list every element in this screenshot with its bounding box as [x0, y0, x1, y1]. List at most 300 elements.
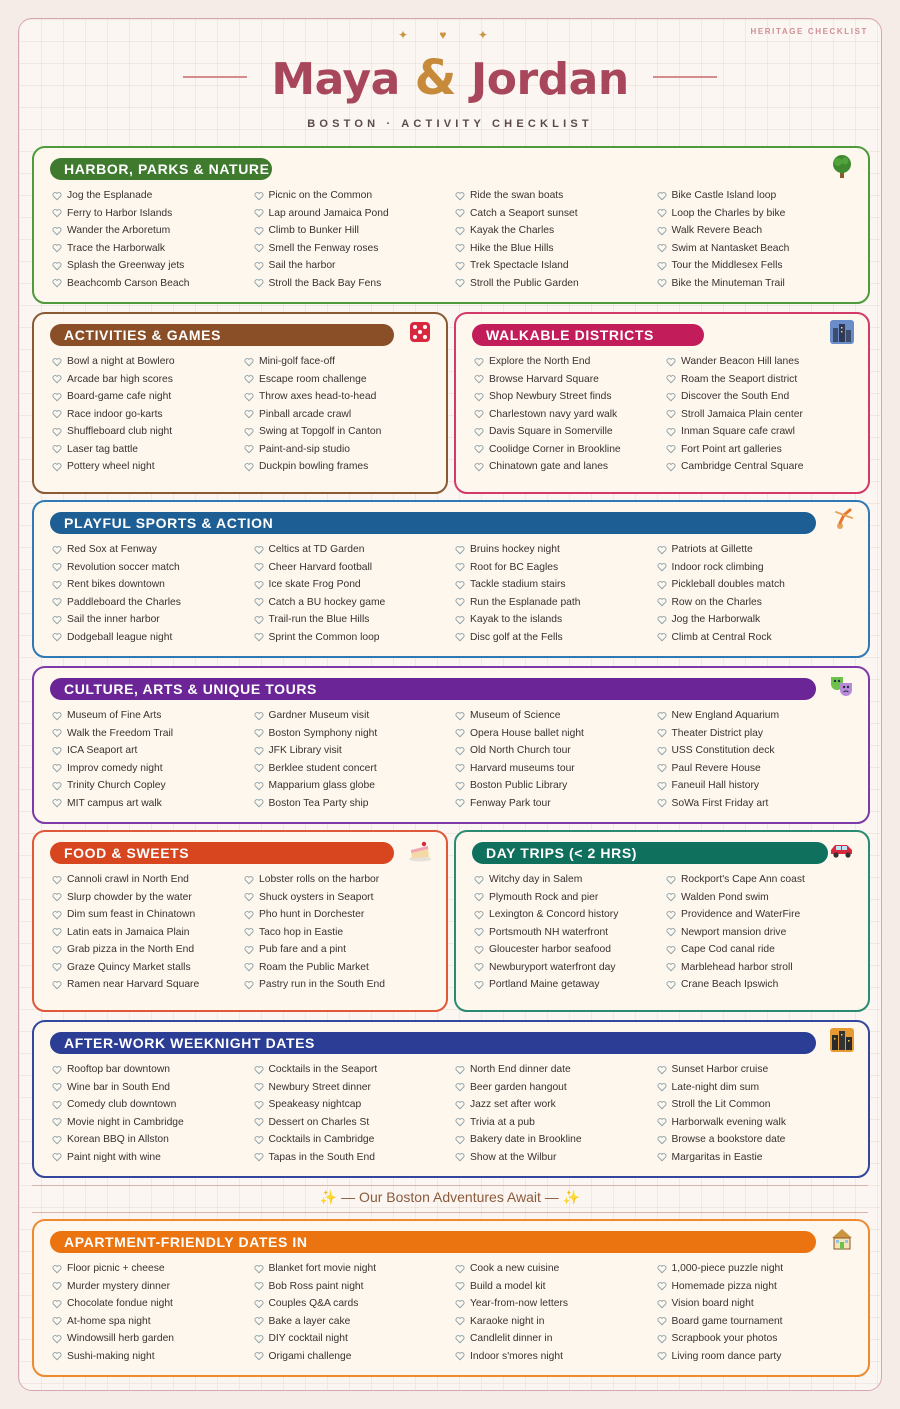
- heart-checkbox-icon[interactable]: [52, 962, 62, 972]
- checklist-item[interactable]: [52, 1330, 254, 1348]
- checklist-item[interactable]: [455, 275, 657, 293]
- heart-checkbox-icon[interactable]: [657, 278, 667, 288]
- heart-checkbox-icon[interactable]: [455, 1152, 465, 1162]
- heart-checkbox-icon[interactable]: [657, 597, 667, 607]
- heart-checkbox-icon[interactable]: [254, 763, 264, 773]
- heart-checkbox-icon[interactable]: [254, 191, 264, 201]
- checklist-item[interactable]: [657, 222, 859, 240]
- checklist-item[interactable]: [52, 1079, 254, 1097]
- heart-checkbox-icon[interactable]: [455, 763, 465, 773]
- checklist-item[interactable]: [455, 1061, 657, 1079]
- checklist-item[interactable]: [254, 795, 456, 813]
- heart-checkbox-icon[interactable]: [455, 1281, 465, 1291]
- checklist-item[interactable]: [52, 275, 254, 293]
- heart-checkbox-icon[interactable]: [657, 261, 667, 271]
- checklist-item[interactable]: [455, 1260, 657, 1278]
- heart-checkbox-icon[interactable]: [474, 892, 484, 902]
- checklist-item[interactable]: [455, 629, 657, 647]
- checklist-item[interactable]: [52, 353, 244, 371]
- heart-checkbox-icon[interactable]: [52, 374, 62, 384]
- checklist-item[interactable]: [52, 541, 254, 559]
- checklist-item[interactable]: [455, 760, 657, 778]
- checklist-item[interactable]: [244, 889, 436, 907]
- checklist-item[interactable]: [52, 388, 244, 406]
- heart-checkbox-icon[interactable]: [244, 945, 254, 955]
- checklist-item[interactable]: [52, 1096, 254, 1114]
- checklist-item[interactable]: [455, 742, 657, 760]
- heart-checkbox-icon[interactable]: [474, 409, 484, 419]
- heart-checkbox-icon[interactable]: [52, 1082, 62, 1092]
- checklist-item[interactable]: [254, 629, 456, 647]
- checklist-item[interactable]: [254, 1149, 456, 1167]
- checklist-item[interactable]: [244, 406, 436, 424]
- heart-checkbox-icon[interactable]: [657, 1117, 667, 1127]
- heart-checkbox-icon[interactable]: [52, 711, 62, 721]
- checklist-item[interactable]: [52, 1131, 254, 1149]
- heart-checkbox-icon[interactable]: [244, 427, 254, 437]
- checklist-item[interactable]: [474, 871, 666, 889]
- checklist-item[interactable]: [657, 1149, 859, 1167]
- checklist-item[interactable]: [254, 1131, 456, 1149]
- checklist-item[interactable]: [254, 594, 456, 612]
- checklist-item[interactable]: [254, 559, 456, 577]
- checklist-item[interactable]: [52, 1313, 254, 1331]
- heart-checkbox-icon[interactable]: [254, 1117, 264, 1127]
- checklist-item[interactable]: [474, 941, 666, 959]
- checklist-item[interactable]: [666, 889, 858, 907]
- checklist-item[interactable]: [666, 906, 858, 924]
- heart-checkbox-icon[interactable]: [244, 409, 254, 419]
- heart-checkbox-icon[interactable]: [254, 798, 264, 808]
- checklist-item[interactable]: [244, 458, 436, 476]
- checklist-item[interactable]: [455, 594, 657, 612]
- heart-checkbox-icon[interactable]: [657, 711, 667, 721]
- heart-checkbox-icon[interactable]: [52, 910, 62, 920]
- heart-checkbox-icon[interactable]: [52, 1351, 62, 1361]
- checklist-item[interactable]: [52, 976, 244, 994]
- checklist-item[interactable]: [474, 423, 666, 441]
- checklist-item[interactable]: [666, 941, 858, 959]
- checklist-item[interactable]: [254, 1096, 456, 1114]
- checklist-item[interactable]: [52, 906, 244, 924]
- checklist-item[interactable]: [52, 205, 254, 223]
- checklist-item[interactable]: [254, 576, 456, 594]
- checklist-item[interactable]: [657, 1131, 859, 1149]
- checklist-item[interactable]: [254, 1295, 456, 1313]
- heart-checkbox-icon[interactable]: [474, 357, 484, 367]
- checklist-item[interactable]: [254, 541, 456, 559]
- checklist-item[interactable]: [455, 1278, 657, 1296]
- checklist-item[interactable]: [657, 725, 859, 743]
- heart-checkbox-icon[interactable]: [657, 728, 667, 738]
- checklist-item[interactable]: [657, 629, 859, 647]
- heart-checkbox-icon[interactable]: [244, 392, 254, 402]
- checklist-item[interactable]: [666, 458, 858, 476]
- checklist-item[interactable]: [657, 1096, 859, 1114]
- heart-checkbox-icon[interactable]: [657, 1100, 667, 1110]
- checklist-item[interactable]: [455, 1313, 657, 1331]
- heart-checkbox-icon[interactable]: [254, 243, 264, 253]
- heart-checkbox-icon[interactable]: [52, 892, 62, 902]
- checklist-item[interactable]: [666, 353, 858, 371]
- heart-checkbox-icon[interactable]: [52, 580, 62, 590]
- heart-checkbox-icon[interactable]: [254, 1351, 264, 1361]
- heart-checkbox-icon[interactable]: [455, 746, 465, 756]
- heart-checkbox-icon[interactable]: [455, 562, 465, 572]
- heart-checkbox-icon[interactable]: [657, 1135, 667, 1145]
- checklist-item[interactable]: [254, 1061, 456, 1079]
- heart-checkbox-icon[interactable]: [455, 1135, 465, 1145]
- heart-checkbox-icon[interactable]: [244, 374, 254, 384]
- checklist-item[interactable]: [455, 725, 657, 743]
- checklist-item[interactable]: [455, 1096, 657, 1114]
- checklist-item[interactable]: [52, 559, 254, 577]
- heart-checkbox-icon[interactable]: [666, 875, 676, 885]
- heart-checkbox-icon[interactable]: [657, 226, 667, 236]
- heart-checkbox-icon[interactable]: [474, 962, 484, 972]
- heart-checkbox-icon[interactable]: [254, 1082, 264, 1092]
- checklist-item[interactable]: [52, 889, 244, 907]
- heart-checkbox-icon[interactable]: [52, 427, 62, 437]
- checklist-item[interactable]: [52, 941, 244, 959]
- checklist-item[interactable]: [474, 353, 666, 371]
- checklist-item[interactable]: [52, 760, 254, 778]
- checklist-item[interactable]: [657, 1079, 859, 1097]
- heart-checkbox-icon[interactable]: [657, 615, 667, 625]
- checklist-item[interactable]: [657, 1061, 859, 1079]
- heart-checkbox-icon[interactable]: [666, 927, 676, 937]
- heart-checkbox-icon[interactable]: [52, 1316, 62, 1326]
- checklist-item[interactable]: [52, 594, 254, 612]
- checklist-item[interactable]: [244, 388, 436, 406]
- checklist-item[interactable]: [244, 871, 436, 889]
- heart-checkbox-icon[interactable]: [254, 226, 264, 236]
- checklist-item[interactable]: [474, 371, 666, 389]
- heart-checkbox-icon[interactable]: [657, 191, 667, 201]
- heart-checkbox-icon[interactable]: [657, 562, 667, 572]
- heart-checkbox-icon[interactable]: [254, 1281, 264, 1291]
- checklist-item[interactable]: [474, 976, 666, 994]
- heart-checkbox-icon[interactable]: [52, 798, 62, 808]
- heart-checkbox-icon[interactable]: [455, 1065, 465, 1075]
- checklist-item[interactable]: [455, 576, 657, 594]
- checklist-item[interactable]: [455, 222, 657, 240]
- checklist-item[interactable]: [657, 205, 859, 223]
- heart-checkbox-icon[interactable]: [254, 1135, 264, 1145]
- checklist-item[interactable]: [244, 441, 436, 459]
- checklist-item[interactable]: [52, 777, 254, 795]
- heart-checkbox-icon[interactable]: [244, 444, 254, 454]
- checklist-item[interactable]: [455, 707, 657, 725]
- heart-checkbox-icon[interactable]: [244, 962, 254, 972]
- heart-checkbox-icon[interactable]: [455, 728, 465, 738]
- heart-checkbox-icon[interactable]: [52, 392, 62, 402]
- heart-checkbox-icon[interactable]: [254, 545, 264, 555]
- checklist-item[interactable]: [474, 924, 666, 942]
- heart-checkbox-icon[interactable]: [52, 632, 62, 642]
- heart-checkbox-icon[interactable]: [254, 1065, 264, 1075]
- checklist-item[interactable]: [657, 257, 859, 275]
- heart-checkbox-icon[interactable]: [52, 357, 62, 367]
- heart-checkbox-icon[interactable]: [657, 1351, 667, 1361]
- heart-checkbox-icon[interactable]: [52, 444, 62, 454]
- heart-checkbox-icon[interactable]: [666, 910, 676, 920]
- checklist-item[interactable]: [52, 1278, 254, 1296]
- heart-checkbox-icon[interactable]: [657, 580, 667, 590]
- checklist-item[interactable]: [455, 240, 657, 258]
- checklist-item[interactable]: [244, 924, 436, 942]
- checklist-item[interactable]: [474, 388, 666, 406]
- heart-checkbox-icon[interactable]: [254, 1100, 264, 1110]
- checklist-item[interactable]: [52, 576, 254, 594]
- heart-checkbox-icon[interactable]: [52, 278, 62, 288]
- heart-checkbox-icon[interactable]: [666, 945, 676, 955]
- heart-checkbox-icon[interactable]: [666, 892, 676, 902]
- checklist-item[interactable]: [52, 725, 254, 743]
- heart-checkbox-icon[interactable]: [666, 357, 676, 367]
- checklist-item[interactable]: [455, 1295, 657, 1313]
- checklist-item[interactable]: [254, 777, 456, 795]
- checklist-item[interactable]: [455, 795, 657, 813]
- checklist-item[interactable]: [455, 541, 657, 559]
- heart-checkbox-icon[interactable]: [474, 392, 484, 402]
- checklist-item[interactable]: [254, 205, 456, 223]
- heart-checkbox-icon[interactable]: [666, 462, 676, 472]
- heart-checkbox-icon[interactable]: [254, 746, 264, 756]
- checklist-item[interactable]: [244, 906, 436, 924]
- checklist-item[interactable]: [244, 423, 436, 441]
- heart-checkbox-icon[interactable]: [657, 632, 667, 642]
- heart-checkbox-icon[interactable]: [474, 927, 484, 937]
- heart-checkbox-icon[interactable]: [244, 462, 254, 472]
- checklist-item[interactable]: [474, 406, 666, 424]
- heart-checkbox-icon[interactable]: [254, 711, 264, 721]
- checklist-item[interactable]: [254, 1330, 456, 1348]
- checklist-item[interactable]: [455, 257, 657, 275]
- checklist-item[interactable]: [52, 742, 254, 760]
- heart-checkbox-icon[interactable]: [52, 1117, 62, 1127]
- heart-checkbox-icon[interactable]: [52, 462, 62, 472]
- checklist-item[interactable]: [455, 611, 657, 629]
- heart-checkbox-icon[interactable]: [455, 243, 465, 253]
- heart-checkbox-icon[interactable]: [52, 1299, 62, 1309]
- heart-checkbox-icon[interactable]: [52, 1065, 62, 1075]
- heart-checkbox-icon[interactable]: [52, 1100, 62, 1110]
- checklist-item[interactable]: [657, 187, 859, 205]
- heart-checkbox-icon[interactable]: [657, 1264, 667, 1274]
- heart-checkbox-icon[interactable]: [52, 409, 62, 419]
- checklist-item[interactable]: [657, 1114, 859, 1132]
- checklist-item[interactable]: [52, 1114, 254, 1132]
- checklist-item[interactable]: [254, 240, 456, 258]
- checklist-item[interactable]: [52, 1260, 254, 1278]
- checklist-item[interactable]: [52, 611, 254, 629]
- heart-checkbox-icon[interactable]: [244, 910, 254, 920]
- checklist-item[interactable]: [244, 959, 436, 977]
- heart-checkbox-icon[interactable]: [244, 892, 254, 902]
- checklist-item[interactable]: [657, 1278, 859, 1296]
- checklist-item[interactable]: [666, 423, 858, 441]
- heart-checkbox-icon[interactable]: [455, 1082, 465, 1092]
- heart-checkbox-icon[interactable]: [455, 615, 465, 625]
- heart-checkbox-icon[interactable]: [455, 1299, 465, 1309]
- checklist-item[interactable]: [254, 1079, 456, 1097]
- checklist-item[interactable]: [474, 889, 666, 907]
- heart-checkbox-icon[interactable]: [657, 1082, 667, 1092]
- heart-checkbox-icon[interactable]: [52, 243, 62, 253]
- checklist-item[interactable]: [52, 1348, 254, 1366]
- checklist-item[interactable]: [666, 388, 858, 406]
- checklist-item[interactable]: [657, 1295, 859, 1313]
- heart-checkbox-icon[interactable]: [52, 746, 62, 756]
- heart-checkbox-icon[interactable]: [657, 746, 667, 756]
- checklist-item[interactable]: [52, 959, 244, 977]
- checklist-item[interactable]: [657, 594, 859, 612]
- heart-checkbox-icon[interactable]: [657, 1299, 667, 1309]
- checklist-item[interactable]: [52, 1295, 254, 1313]
- heart-checkbox-icon[interactable]: [474, 980, 484, 990]
- heart-checkbox-icon[interactable]: [455, 597, 465, 607]
- heart-checkbox-icon[interactable]: [657, 798, 667, 808]
- heart-checkbox-icon[interactable]: [52, 781, 62, 791]
- checklist-item[interactable]: [455, 1149, 657, 1167]
- checklist-item[interactable]: [244, 976, 436, 994]
- checklist-item[interactable]: [254, 1260, 456, 1278]
- heart-checkbox-icon[interactable]: [52, 728, 62, 738]
- heart-checkbox-icon[interactable]: [455, 1264, 465, 1274]
- heart-checkbox-icon[interactable]: [52, 562, 62, 572]
- heart-checkbox-icon[interactable]: [254, 597, 264, 607]
- heart-checkbox-icon[interactable]: [52, 1281, 62, 1291]
- checklist-item[interactable]: [52, 371, 244, 389]
- heart-checkbox-icon[interactable]: [52, 191, 62, 201]
- checklist-item[interactable]: [657, 1330, 859, 1348]
- checklist-item[interactable]: [657, 707, 859, 725]
- checklist-item[interactable]: [52, 406, 244, 424]
- checklist-item[interactable]: [657, 611, 859, 629]
- heart-checkbox-icon[interactable]: [455, 798, 465, 808]
- heart-checkbox-icon[interactable]: [254, 1264, 264, 1274]
- checklist-item[interactable]: [657, 275, 859, 293]
- heart-checkbox-icon[interactable]: [52, 261, 62, 271]
- heart-checkbox-icon[interactable]: [244, 927, 254, 937]
- heart-checkbox-icon[interactable]: [244, 357, 254, 367]
- heart-checkbox-icon[interactable]: [474, 462, 484, 472]
- heart-checkbox-icon[interactable]: [666, 962, 676, 972]
- heart-checkbox-icon[interactable]: [474, 427, 484, 437]
- checklist-item[interactable]: [52, 707, 254, 725]
- heart-checkbox-icon[interactable]: [657, 545, 667, 555]
- checklist-item[interactable]: [657, 576, 859, 594]
- checklist-item[interactable]: [666, 976, 858, 994]
- checklist-item[interactable]: [52, 924, 244, 942]
- heart-checkbox-icon[interactable]: [657, 1281, 667, 1291]
- checklist-item[interactable]: [254, 275, 456, 293]
- checklist-item[interactable]: [254, 725, 456, 743]
- checklist-item[interactable]: [244, 941, 436, 959]
- checklist-item[interactable]: [52, 871, 244, 889]
- heart-checkbox-icon[interactable]: [666, 427, 676, 437]
- heart-checkbox-icon[interactable]: [254, 278, 264, 288]
- heart-checkbox-icon[interactable]: [657, 1334, 667, 1344]
- heart-checkbox-icon[interactable]: [657, 1152, 667, 1162]
- heart-checkbox-icon[interactable]: [474, 945, 484, 955]
- checklist-item[interactable]: [52, 458, 244, 476]
- heart-checkbox-icon[interactable]: [254, 562, 264, 572]
- heart-checkbox-icon[interactable]: [657, 1065, 667, 1075]
- checklist-item[interactable]: [455, 559, 657, 577]
- heart-checkbox-icon[interactable]: [666, 409, 676, 419]
- heart-checkbox-icon[interactable]: [52, 1264, 62, 1274]
- checklist-item[interactable]: [254, 187, 456, 205]
- checklist-item[interactable]: [657, 240, 859, 258]
- heart-checkbox-icon[interactable]: [254, 632, 264, 642]
- checklist-item[interactable]: [52, 423, 244, 441]
- checklist-item[interactable]: [657, 760, 859, 778]
- heart-checkbox-icon[interactable]: [254, 1316, 264, 1326]
- heart-checkbox-icon[interactable]: [455, 208, 465, 218]
- checklist-item[interactable]: [455, 1131, 657, 1149]
- heart-checkbox-icon[interactable]: [52, 763, 62, 773]
- checklist-item[interactable]: [455, 1114, 657, 1132]
- checklist-item[interactable]: [52, 441, 244, 459]
- checklist-item[interactable]: [52, 1149, 254, 1167]
- heart-checkbox-icon[interactable]: [254, 261, 264, 271]
- checklist-item[interactable]: [254, 1348, 456, 1366]
- checklist-item[interactable]: [657, 742, 859, 760]
- heart-checkbox-icon[interactable]: [455, 1334, 465, 1344]
- heart-checkbox-icon[interactable]: [455, 580, 465, 590]
- checklist-item[interactable]: [666, 406, 858, 424]
- checklist-item[interactable]: [657, 1260, 859, 1278]
- checklist-item[interactable]: [666, 871, 858, 889]
- checklist-item[interactable]: [254, 742, 456, 760]
- heart-checkbox-icon[interactable]: [52, 927, 62, 937]
- heart-checkbox-icon[interactable]: [254, 1152, 264, 1162]
- heart-checkbox-icon[interactable]: [474, 875, 484, 885]
- heart-checkbox-icon[interactable]: [254, 615, 264, 625]
- checklist-item[interactable]: [52, 187, 254, 205]
- checklist-item[interactable]: [254, 611, 456, 629]
- checklist-item[interactable]: [474, 906, 666, 924]
- heart-checkbox-icon[interactable]: [455, 278, 465, 288]
- checklist-item[interactable]: [474, 441, 666, 459]
- heart-checkbox-icon[interactable]: [474, 444, 484, 454]
- checklist-item[interactable]: [254, 707, 456, 725]
- heart-checkbox-icon[interactable]: [455, 261, 465, 271]
- checklist-item[interactable]: [254, 1313, 456, 1331]
- checklist-item[interactable]: [657, 795, 859, 813]
- heart-checkbox-icon[interactable]: [455, 711, 465, 721]
- checklist-item[interactable]: [474, 458, 666, 476]
- checklist-item[interactable]: [657, 559, 859, 577]
- checklist-item[interactable]: [657, 541, 859, 559]
- checklist-item[interactable]: [52, 1061, 254, 1079]
- heart-checkbox-icon[interactable]: [52, 226, 62, 236]
- checklist-item[interactable]: [666, 441, 858, 459]
- checklist-item[interactable]: [455, 777, 657, 795]
- checklist-item[interactable]: [666, 371, 858, 389]
- heart-checkbox-icon[interactable]: [254, 208, 264, 218]
- heart-checkbox-icon[interactable]: [244, 980, 254, 990]
- heart-checkbox-icon[interactable]: [254, 1299, 264, 1309]
- heart-checkbox-icon[interactable]: [657, 781, 667, 791]
- heart-checkbox-icon[interactable]: [657, 208, 667, 218]
- checklist-item[interactable]: [52, 257, 254, 275]
- checklist-item[interactable]: [254, 257, 456, 275]
- heart-checkbox-icon[interactable]: [657, 763, 667, 773]
- heart-checkbox-icon[interactable]: [666, 392, 676, 402]
